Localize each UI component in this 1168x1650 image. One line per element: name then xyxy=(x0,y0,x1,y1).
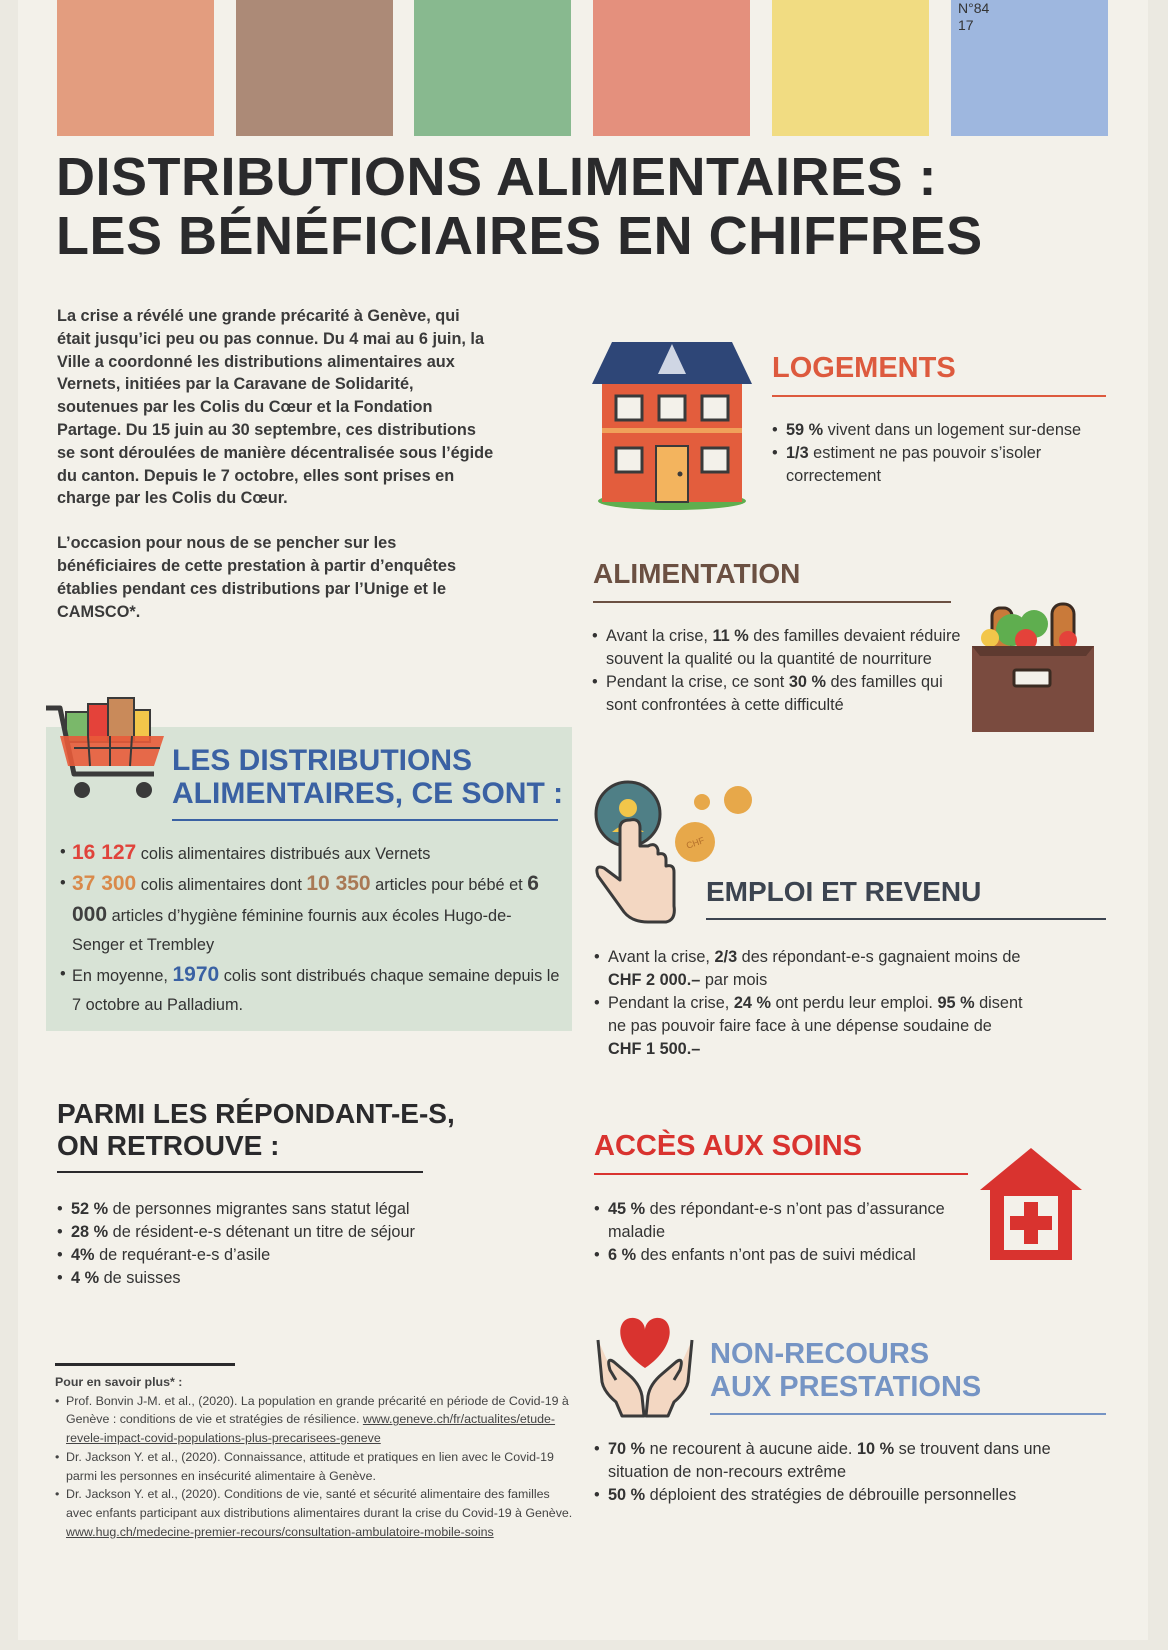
page-number: 17 xyxy=(958,17,974,33)
alimentation-rule xyxy=(593,601,951,603)
list-item: • 16 127 colis alimentaires distribués aux Vernets xyxy=(60,838,560,869)
list-item: • 1/3 estiment ne pas pouvoir s’isoler correctement xyxy=(772,442,1112,488)
color-swatch-2 xyxy=(236,0,393,136)
shopping-cart-icon xyxy=(44,696,170,802)
soins-list xyxy=(594,1198,974,1267)
logements-list xyxy=(772,419,1112,488)
list-item: • 28 % de résident-e-s détenant un titre de séjour xyxy=(57,1221,557,1244)
color-swatch-5 xyxy=(772,0,929,136)
alimentation-list xyxy=(592,625,967,717)
distributions-rule xyxy=(172,819,558,821)
medical-house-icon xyxy=(978,1146,1084,1262)
color-swatch-1 xyxy=(57,0,214,136)
page-title xyxy=(56,148,1096,266)
intro-text xyxy=(57,305,497,623)
soins-title: ACCÈS AUX SOINS xyxy=(594,1130,863,1162)
heart-hands-icon xyxy=(592,1310,698,1420)
list-item: • 45 % des répondant-e-s n’ont pas d’assurance maladie xyxy=(594,1198,974,1244)
issue-label: N°84 xyxy=(958,0,990,16)
intro-paragraph-1: La crise a révélé une grande précarité à Genève, qui était jusqu’ici peu ou pas connue. Du 4 mai au 6 juin, la Ville a coordonné les distributions alimentaires aux Vernets, initiées par la Caravane de Solidarité, soutenues par les Colis du Cœur et la Fondation Partage. Du 15 juin au 30 septembre, ces distributions se sont déroulées de manière décentralisée sous l’égide du canton. Depuis le 7 octobre, elles sont prises en charge par les Colis du Cœur. xyxy=(57,307,494,508)
color-swatch-3 xyxy=(414,0,571,136)
alimentation-title: ALIMENTATION xyxy=(593,558,801,589)
emploi-title: EMPLOI ET REVENU xyxy=(706,876,982,907)
parmi-title-line-2: ON RETROUVE : xyxy=(57,1130,280,1161)
title-line-1: DISTRIBUTIONS ALIMENTAIRES : xyxy=(56,147,937,207)
nonrecours-title-line-2: AUX PRESTATIONS xyxy=(710,1371,982,1403)
parmi-title xyxy=(57,1098,557,1162)
coin-label: CHF xyxy=(684,835,706,851)
parmi-list xyxy=(57,1198,557,1290)
emploi-list xyxy=(594,946,1024,1061)
reference-item: • Dr. Jackson Y. et al., (2020). Conditions de vie, santé et sécurité alimentaire des familles avec enfants participant aux distributions alimentaires durant la crise du Covid-19 à Genève. www.hug.ch/medecine-premier-recours/consultation-ambulatoire-mobile-soins xyxy=(55,1485,575,1541)
parmi-title-line-1: PARMI LES RÉPONDANT-E-S, xyxy=(57,1098,455,1129)
distributions-list xyxy=(60,838,560,1020)
title-line-2: LES BÉNÉFICIAIRES EN CHIFFRES xyxy=(56,206,983,266)
reference-link-2[interactable]: www.hug.ch/medecine-premier-recours/consultation-ambulatoire-mobile-soins xyxy=(66,1524,494,1539)
reference-item: • Prof. Bonvin J-M. et al., (2020). La population en grande précarité en période de Covid-19 à Genève : conditions de vie et stratégies de résilience. www.geneve.ch/fr/actualites/etude-revele-impact-covid-populations-plus-precarisees-geneve xyxy=(55,1392,575,1448)
house-icon xyxy=(592,338,752,510)
list-item: • Pendant la crise, 24 % ont perdu leur emploi. 95 % disent ne pas pouvoir faire face à une dépense soudaine de CHF 1 500.– xyxy=(594,992,1024,1061)
nonrecours-rule xyxy=(710,1413,1106,1415)
references-heading: Pour en savoir plus* : xyxy=(55,1375,183,1389)
references xyxy=(55,1373,575,1541)
emploi-rule xyxy=(706,918,1106,920)
reference-link-1[interactable]: www.geneve.ch/fr/actualites/etude-revele-impact-covid-populations-plus-precarisees-geneve xyxy=(66,1412,556,1446)
reference-item: • Dr. Jackson Y. et al., (2020). Connaissance, attitude et pratiques en lien avec le Covid-19 parmi les personnes en insécurité alimentaire à Genève. xyxy=(55,1448,575,1485)
parmi-rule xyxy=(57,1171,423,1173)
distributions-title-line-2: ALIMENTAIRES, CE SONT : xyxy=(172,777,564,810)
list-item: • En moyenne, 1970 colis sont distribués chaque semaine depuis le 7 octobre au Palladium. xyxy=(60,960,560,1020)
list-item: • 4% de requérant-e-s d’asile xyxy=(57,1244,557,1267)
distributions-title xyxy=(172,744,572,810)
intro-paragraph-2: L’occasion pour nous de se pencher sur les bénéficiaires de cette prestation à partir d’enquêtes établies pendant ces distributions par l’Unige et le CAMSCO*. xyxy=(57,534,457,621)
logements-rule xyxy=(772,395,1106,397)
nonrecours-title xyxy=(710,1338,981,1404)
distributions-title-line-1: LES DISTRIBUTIONS xyxy=(172,744,473,777)
issue-number xyxy=(958,0,989,34)
list-item: • 37 300 colis alimentaires dont 10 350 articles pour bébé et 6 000 articles d’hygiène féminine fournis aux écoles Hugo-de-Senger et Trembley xyxy=(60,869,560,960)
soins-rule xyxy=(594,1173,968,1175)
list-item: • 50 % déploient des stratégies de débrouille personnelles xyxy=(594,1484,1114,1507)
list-item: • 59 % vivent dans un logement sur-dense xyxy=(772,419,1112,442)
color-swatch-4 xyxy=(593,0,750,136)
list-item: • Pendant la crise, ce sont 30 % des familles qui sont confrontées à cette difficulté xyxy=(592,671,967,717)
list-item: • Avant la crise, 11 % des familles devaient réduire souvent la qualité ou la quantité de nourriture xyxy=(592,625,967,671)
list-item: • 70 % ne recourent à aucune aide. 10 % se trouvent dans une situation de non-recours extrême xyxy=(594,1438,1114,1484)
nonrecours-list xyxy=(594,1438,1114,1507)
list-item: • 52 % de personnes migrantes sans statut légal xyxy=(57,1198,557,1221)
list-item: • 4 % de suisses xyxy=(57,1267,557,1290)
grocery-bag-icon xyxy=(968,600,1098,736)
list-item: • 6 % des enfants n’ont pas de suivi médical xyxy=(594,1244,974,1267)
nonrecours-title-line-1: NON-RECOURS xyxy=(710,1338,930,1370)
logements-title: LOGEMENTS xyxy=(772,352,956,384)
list-item: • Avant la crise, 2/3 des répondant-e-s gagnaient moins de CHF 2 000.– par mois xyxy=(594,946,1024,992)
references-rule xyxy=(55,1363,235,1366)
